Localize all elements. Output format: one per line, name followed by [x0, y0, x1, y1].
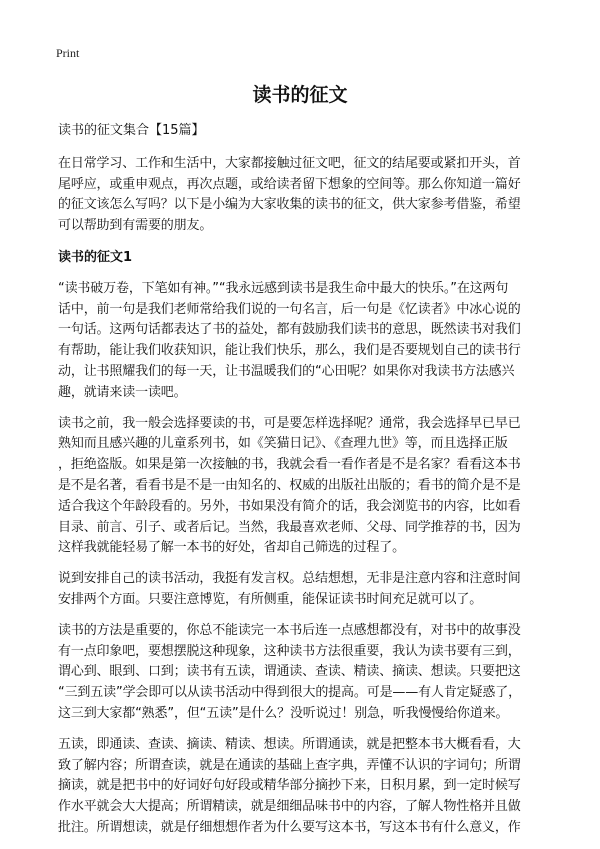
- paragraph: [58, 279, 552, 404]
- text-line: 这样我就能轻易了解一本书的好处，省却自己筛选的过程了。: [58, 540, 405, 556]
- paragraph: [58, 621, 552, 725]
- text-line: 话中，前一句是我们老师常给我们说的一句名言，后一句是《忆读者》中冰心说的: [58, 301, 521, 317]
- text-line: 一句话。这两句话都表达了书的益处，都有鼓励我们读书的意思，既然读书对我们: [58, 322, 521, 338]
- text-line: 作水平就会大大提高；所谓精读，就是细细品味书中的内容，了解人物性格并且做: [58, 799, 521, 815]
- text-line: 可以帮助到有需要的朋友。: [58, 218, 213, 234]
- section-title: 读书的征文1: [58, 249, 133, 265]
- text-line: 谓心到、眼到、口到；读书有五读，谓通读、查读、精读、摘读、想读。只要把这: [58, 664, 521, 680]
- text-line: 摘读，就是把书中的好词好句好段或精华部分摘抄下来，日积月累，到一定时候写: [58, 778, 521, 794]
- text-line: 批注。所谓想读，就是仔细想想作者为什么要写这本书，写这本书有什么意义，作: [58, 819, 521, 835]
- text-line: 目录、前言、引子、或者后记。当然，我最喜欢老师、父母、同学推荐的书，因为: [58, 519, 521, 535]
- paragraph: [58, 414, 552, 560]
- text-line: 有帮助，能让我们收获知识，能让我们快乐，那么，我们是否要规划自己的读书行: [58, 343, 521, 359]
- text-line: 安排两个方面。只要注意博览，有所侧重，能保证读书时间充足就可以了。: [58, 591, 483, 607]
- text-line: “三到五读”学会即可以从读书活动中得到很大的提高。可是——有人肯定疑惑了，: [58, 685, 521, 701]
- page-title: 读书的征文: [252, 84, 348, 106]
- text-line: 适合我这个年龄段看的。另外，书如果没有简介的话，我会浏览书的内容，比如看: [58, 498, 521, 514]
- text-line: 趣，就请来读一读吧。: [58, 384, 187, 400]
- text-line: 读书之前，我一般会选择要读的书，可是要怎样选择呢？通常，我会选择早已早已: [58, 415, 521, 431]
- text-line: 动，让书照耀我们的每一天，让书温暖我们的“心田呢？如果你对我读书方法感兴: [58, 363, 515, 379]
- text-line: “读书破万卷，下笔如有神。”“我永远感到读书是我生命中最大的快乐。”在这两句: [58, 280, 509, 296]
- text-line: 在日常学习、工作和生活中，大家都接触过征文吧，征文的结尾要或紧扣开头，首: [58, 155, 521, 171]
- text-line: 五读，即通读、查读、摘读、精读、想读。所谓通读，就是把整本书大概看看，大: [58, 736, 521, 752]
- document-content: [58, 121, 552, 849]
- text-line: 这三到大家都“熟悉”，但“五读”是什么？没听说过！别急，听我慢慢给你道来。: [58, 705, 509, 721]
- print-label[interactable]: Print: [56, 46, 80, 60]
- text-line: 的征文该怎么写吗？以下是小编为大家收集的读书的征文，供大家参考借鉴，希望: [58, 197, 521, 213]
- collection-line: 读书的征文集合【15篇】: [58, 123, 205, 138]
- text-line: 熟知而且感兴趣的儿童系列书，如《笑猫日记》、《查理九世》等，而且选择正版: [58, 436, 508, 452]
- text-line: 说到安排自己的读书活动，我挺有发言权。总结想想，无非是注意内容和注意时间: [58, 571, 521, 587]
- paragraph: [58, 735, 552, 839]
- text-line: 致了解内容；所谓查读，就是在通读的基础上查字典，弄懂不认识的字词句；所谓: [58, 757, 521, 773]
- intro-paragraph: [58, 154, 552, 237]
- text-line: 是不是名著，看看书是不是一由知名的、权威的出版社出版的；看书的简介是不是: [58, 477, 521, 493]
- text-line: 有一点印象吧，要想摆脱这种现象，这种读书方法很重要，我认为读书要有三到，: [58, 643, 521, 659]
- paragraph: [58, 569, 552, 611]
- text-line: 尾呼应，或重申观点，再次点题，或给读者留下想象的空间等。那么你知道一篇好: [58, 176, 521, 192]
- text-line: 读书的方法是重要的，你总不能读完一本书后连一点感想都没有，对书中的故事没: [58, 622, 521, 638]
- text-line: ，拒绝盗版。如果是第一次接触的书，我就会看一看作者是不是名家？看看这本书: [58, 457, 521, 473]
